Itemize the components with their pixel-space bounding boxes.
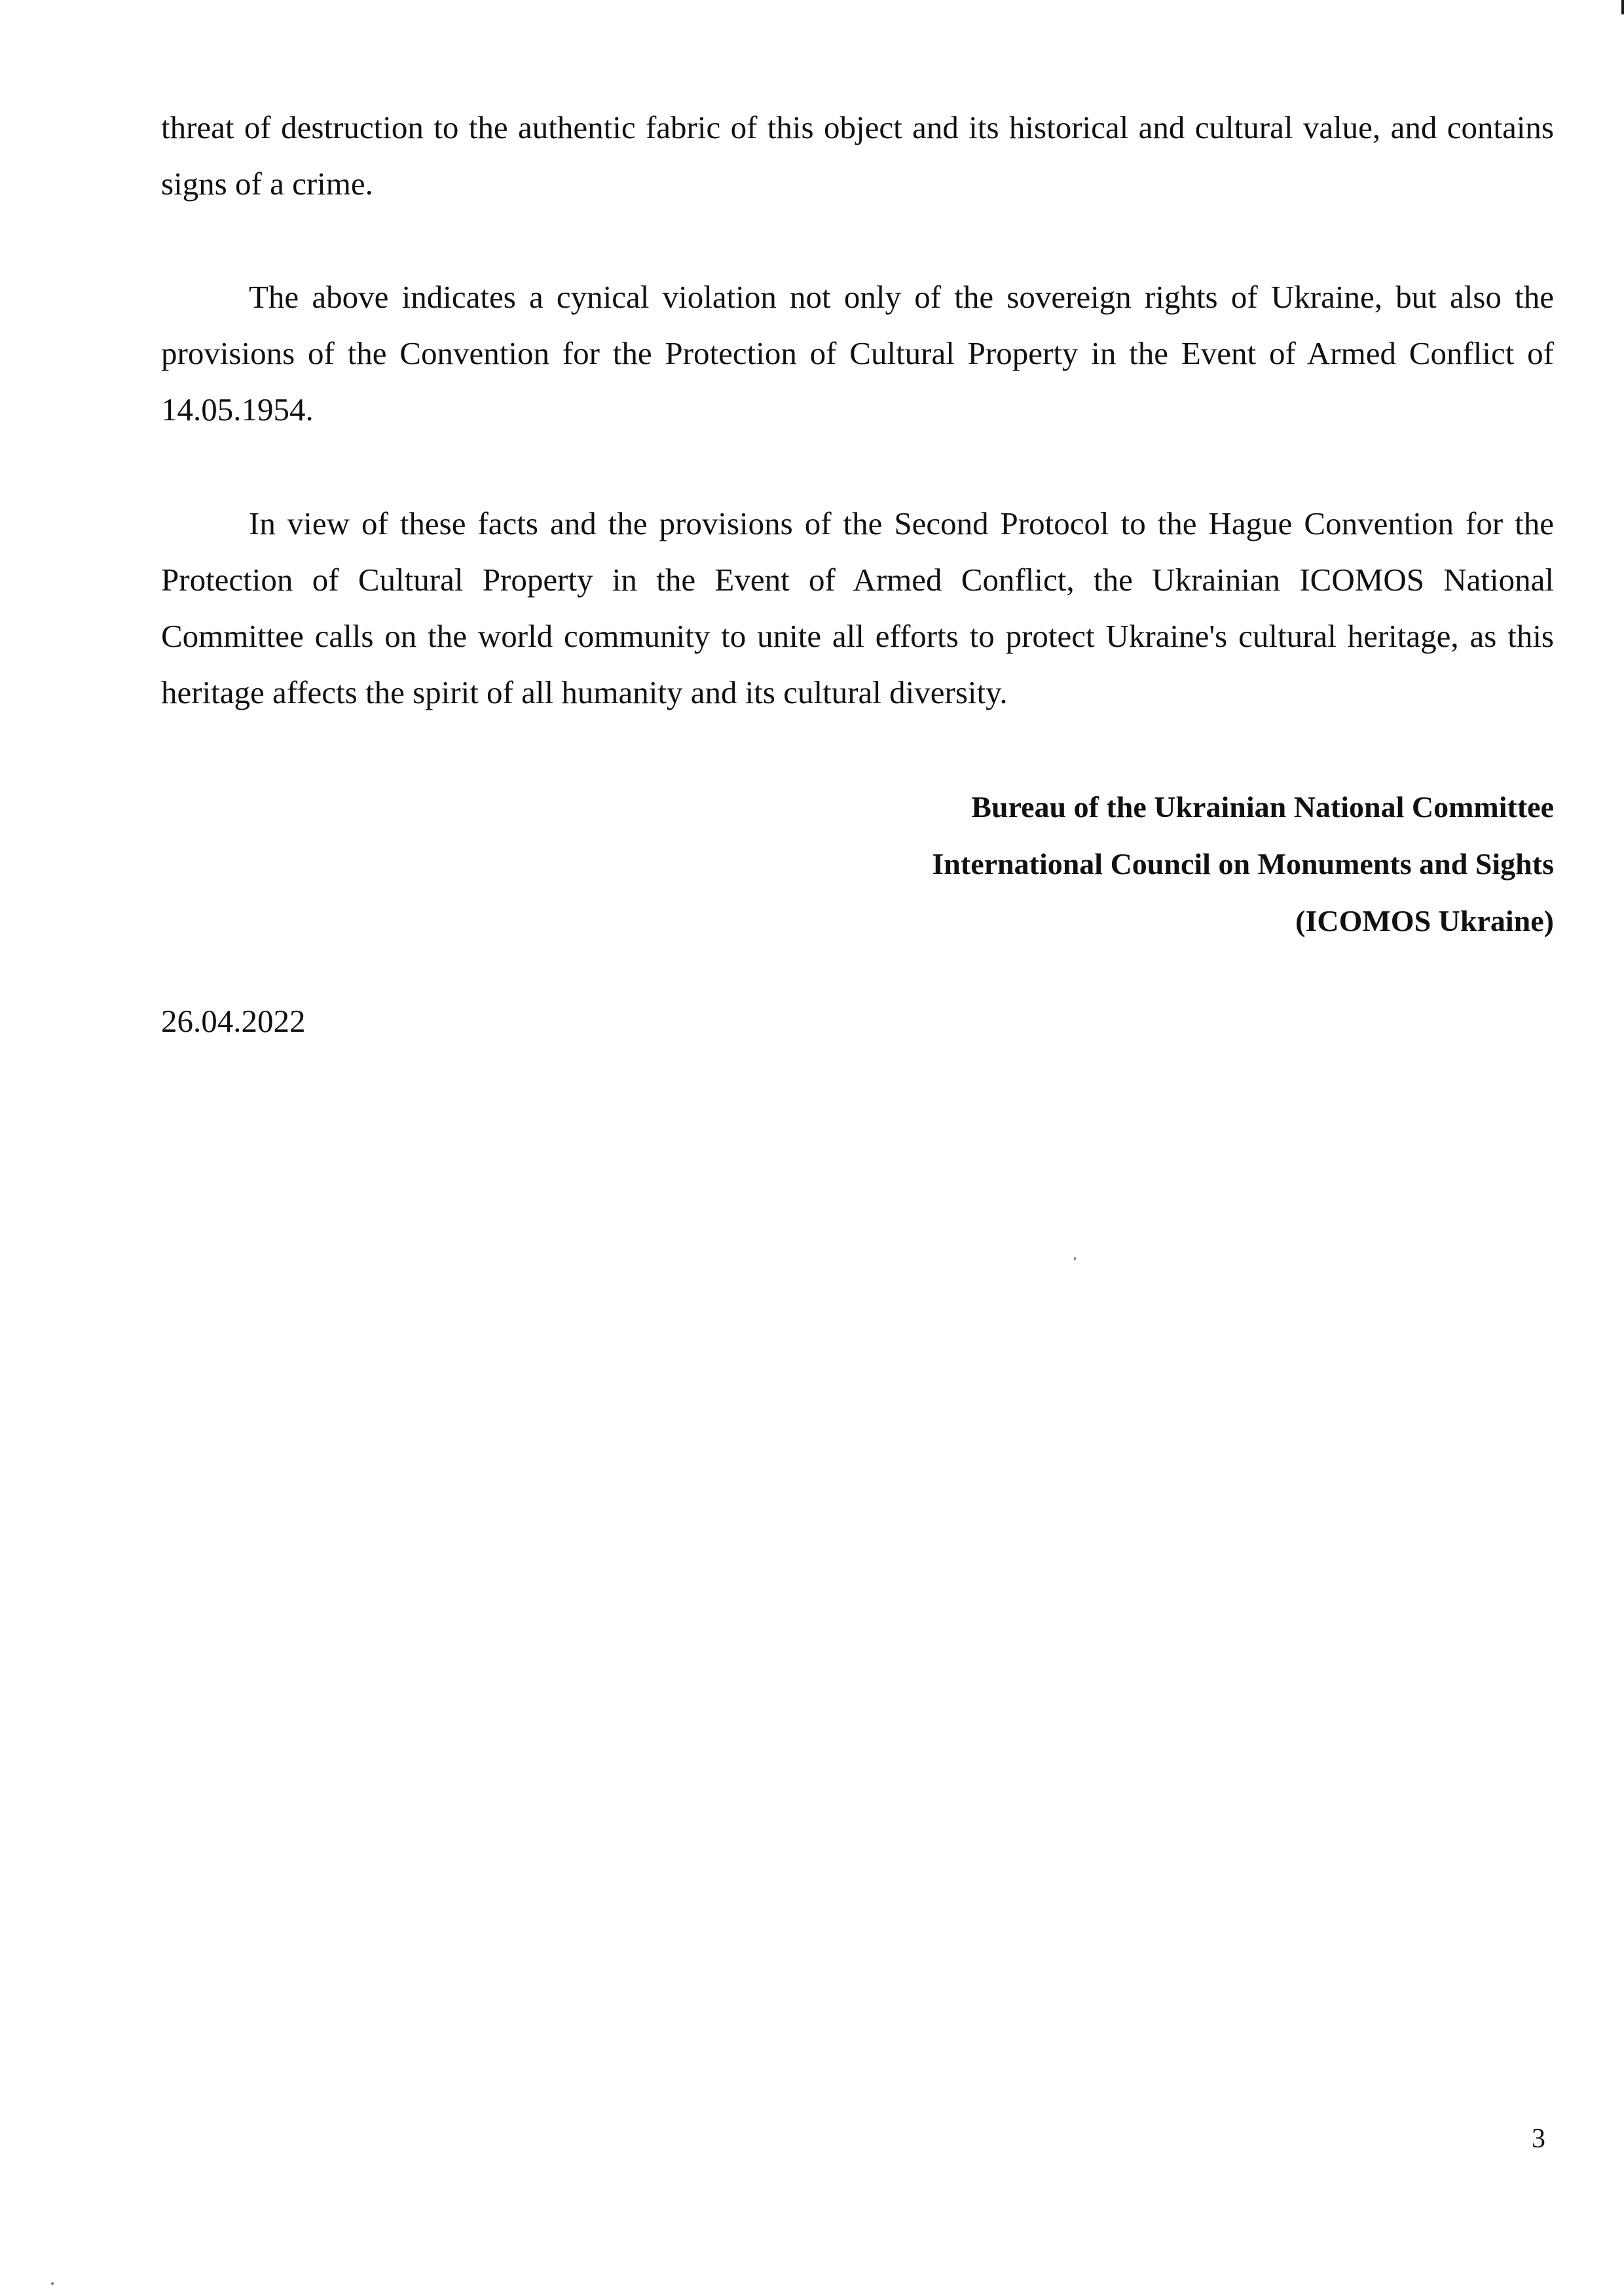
scan-speck <box>1074 1257 1076 1260</box>
document-date: 26.04.2022 <box>161 1003 306 1039</box>
paragraph-call-to-action: In view of these facts and the provisions of the Second Protocol to the Hague Convention for the Protection of Cultural Property in the Event of Armed Conflict, the Ukrainian ICOMOS National Committee calls on the world community to unite all efforts to protect Ukraine's cultural heritage, as this heritage affects the spirit of all humanity and its cultural diversity. <box>161 505 1554 710</box>
paragraph-crime-threat: threat of destruction to the authentic fabric of this object and its historical and cultural value, and contains signs of a crime. <box>161 109 1554 202</box>
paragraph-convention-violation: The above indicates a cynical violation not only of the sovereign rights of Ukraine, but also the provisions of the Convention for the Protection of Cultural Property in the Event of Armed Conflict of 14.05.1954. <box>161 279 1554 428</box>
page-number: 3 <box>1532 2124 1545 2154</box>
scan-edge-mark <box>1621 0 1624 14</box>
signature-line-icomos: (ICOMOS Ukraine) <box>1295 904 1554 938</box>
signature-line-council: International Council on Monuments and Sights <box>932 847 1554 881</box>
signature-line-bureau: Bureau of the Ukrainian National Committee <box>971 790 1554 824</box>
scan-speck <box>51 2282 54 2285</box>
signature-block <box>932 778 1554 949</box>
